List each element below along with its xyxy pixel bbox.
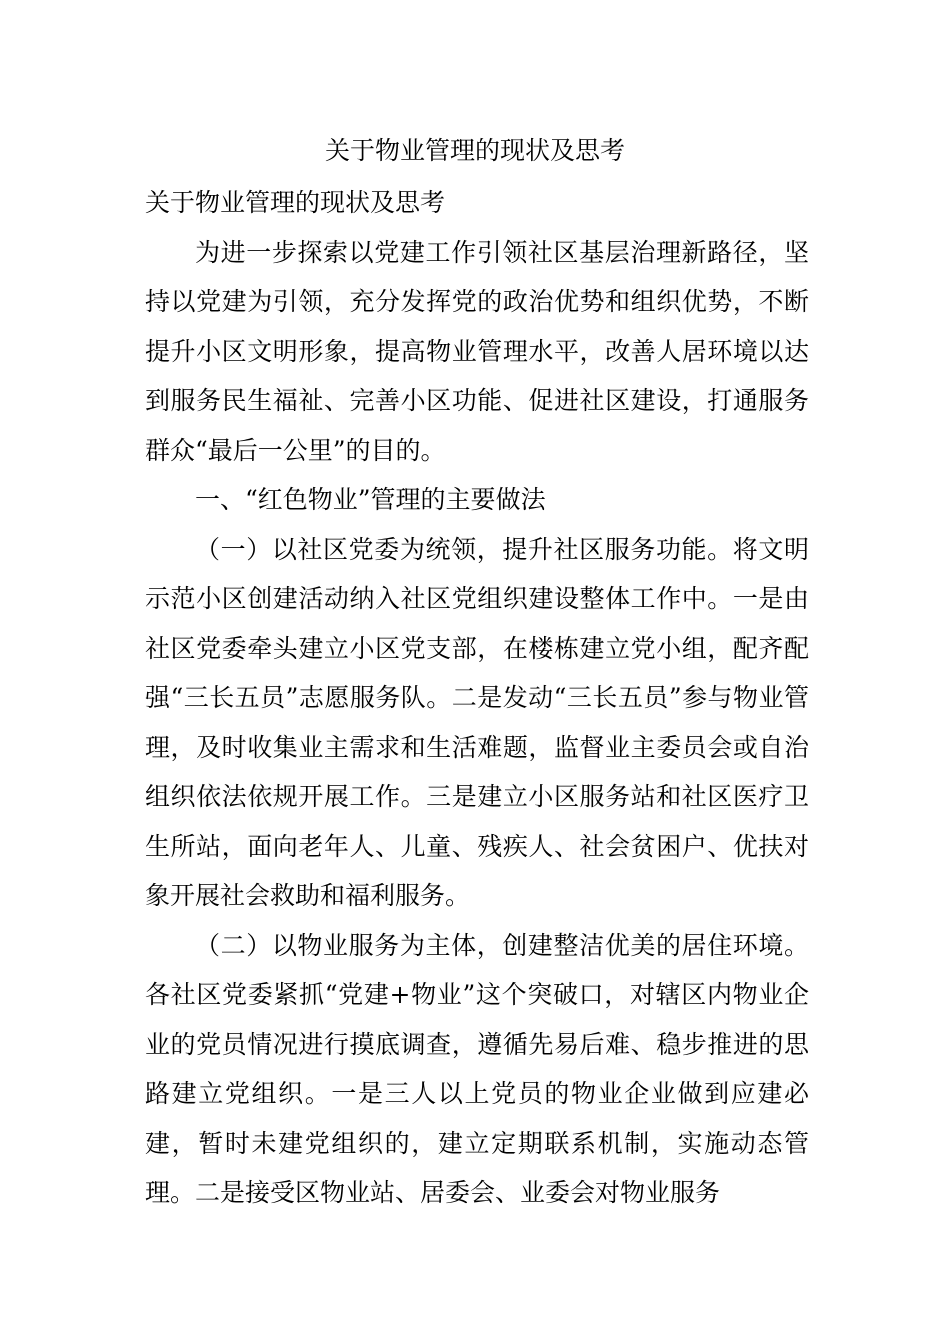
paragraph-intro: 为进一步探索以党建工作引领社区基层治理新路径，坚持以党建为引领，充分发挥党的政治优势和组织优势，不断提升小区文明形象，提高物业管理水平，改善人居环境以达到服务民生福祉、完善小区功能、促进社区建设，打通服务群众“最后一公里”的目的。 (145, 237, 809, 465)
document-subtitle: 关于物业管理的现状及思考 (145, 188, 446, 217)
document-body (145, 178, 809, 1218)
paragraph-section-1-1: （一）以社区党委为统领，提升社区服务功能。将文明示范小区创建活动纳入社区党组织建设整体工作中。一是由社区党委牵头建立小区党支部，在楼栋建立党小组，配齐配强“三长五员”志愿服务队。二是发动“三长五员”参与物业管理，及时收集业主需求和生活难题，监督业主委员会或自治组织依法依规开展工作。三是建立小区服务站和社区医疗卫生所站，面向老年人、儿童、残疾人、社会贫困户、优扶对象开展社会救助和福利服务。 (145, 534, 809, 910)
section-heading-1: 一、“红色物业”管理的主要做法 (195, 485, 546, 514)
document-title: 关于物业管理的现状及思考 (324, 136, 625, 165)
paragraph-section-1-2: （二）以物业服务为主体，创建整洁优美的居住环境。各社区党委紧抓“党建+物业”这个突破口，对辖区内物业企业的党员情况进行摸底调查，遵循先易后难、稳步推进的思路建立党组织。一是三人以上党员的物业企业做到应建必建，暂时未建党组织的，建立定期联系机制，实施动态管理。二是接受区物业站、居委会、业委会对物业服务 (145, 930, 809, 1207)
